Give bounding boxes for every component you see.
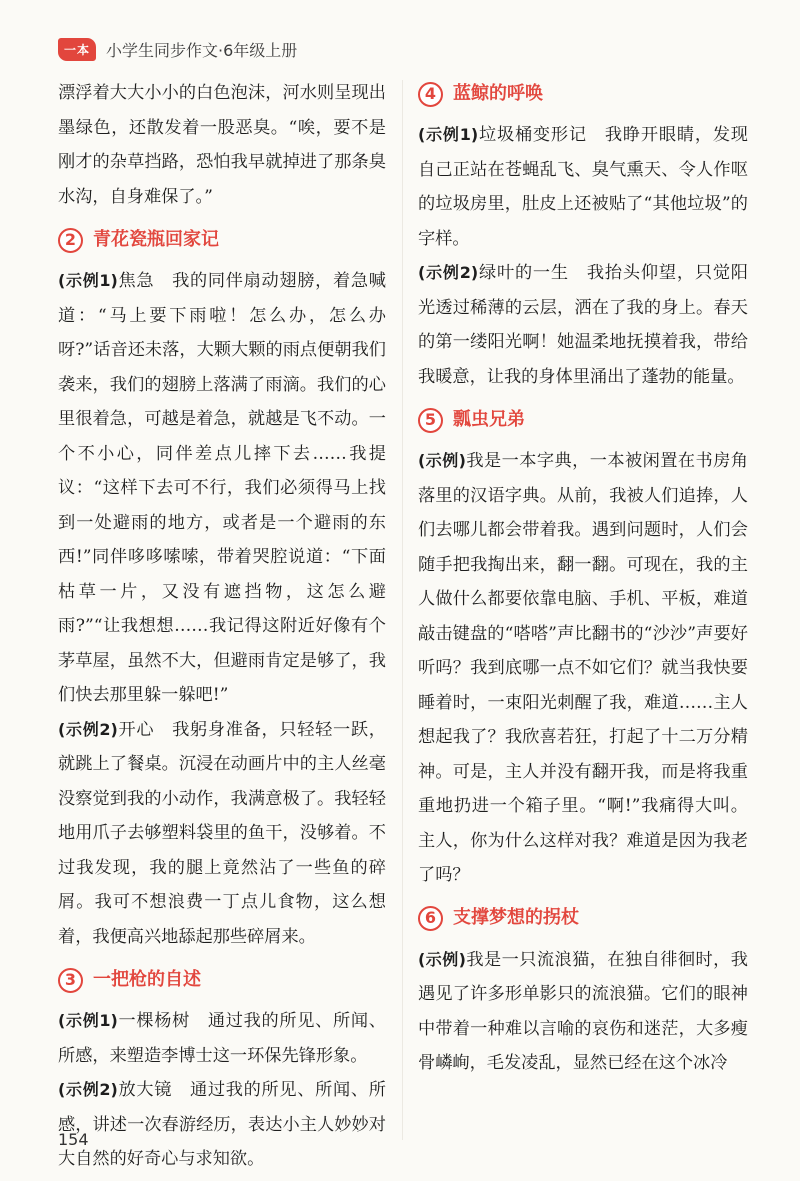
page-header — [58, 38, 297, 61]
intro-paragraph: 漂浮着大大小小的白色泡沫，河水则呈现出墨绿色，还散发着一股恶臭。“唉，要不是刚才的杂草挡路，恐怕我早就掉进了那条臭水沟，自身难保了。” — [58, 83, 386, 207]
example-text: 一棵杨树 通过我的所见、所闻、所感，来塑造李博士这一环保先锋形象。 — [58, 1011, 386, 1066]
example-tag: (示例) — [418, 949, 466, 969]
example-text: 绿叶的一生 我抬头仰望，只觉阳光透过稀薄的云层，洒在了我的身上。春天的第一缕阳光啊！她温柔地抚摸着我，带给我暖意，让我的身体里涌出了蓬勃的能量。 — [418, 263, 748, 387]
section-title: 瓢虫兄弟 — [453, 408, 525, 430]
right-column — [418, 76, 748, 1081]
example-paragraph — [58, 264, 386, 713]
section-heading-5 — [418, 402, 748, 438]
column-divider — [402, 80, 403, 1140]
example-text: 放大镜 通过我的所见、所闻、所感，讲述一次春游经历，表达小主人妙妙对大自然的好奇心与求知欲。 — [58, 1080, 386, 1169]
example-paragraph — [58, 713, 386, 955]
brand-logo: 一本 — [58, 38, 96, 61]
section-title: 青花瓷瓶回家记 — [93, 228, 219, 250]
example-paragraph — [418, 943, 748, 1081]
left-column — [58, 76, 386, 1177]
section-title: 支撑梦想的拐杖 — [453, 907, 579, 929]
example-paragraph — [58, 1073, 386, 1177]
example-tag: (示例2) — [418, 263, 479, 282]
example-tag: (示例) — [418, 451, 466, 470]
section-number-badge: 4 — [418, 82, 443, 107]
example-tag: (示例2) — [58, 1080, 118, 1099]
section-heading-6 — [418, 901, 748, 937]
example-paragraph — [418, 444, 748, 893]
example-text: 开心 我躬身准备，只轻轻一跃，就跳上了餐桌。沉浸在动画片中的主人丝毫没察觉到我的小动作，我满意极了。我轻轻地用爪子去够塑料袋里的鱼干，没够着。不过我发现，我的腿上竟然沾了一些鱼的碎屑。我可不想浪费一丁点儿食物，这么想着，我便高兴地舔起那些碎屑来。 — [58, 719, 386, 947]
example-paragraph — [58, 1004, 386, 1073]
section-title: 一把枪的自述 — [93, 968, 201, 990]
example-paragraph — [418, 256, 748, 394]
example-text: 我是一只流浪猫，在独自徘徊时，我遇见了许多形单影只的流浪猫。它们的眼神中带着一种难以言喻的哀伤和迷茫，大多瘦骨嶙峋，毛发凌乱，显然已经在这个冰冷 — [418, 949, 748, 1073]
section-number-badge: 6 — [418, 906, 443, 931]
example-text: 垃圾桶变形记 我睁开眼睛，发现自己正站在苍蝇乱飞、臭气熏天、令人作呕的垃圾房里，肚皮上还被贴了“其他垃圾”的字样。 — [418, 125, 748, 249]
example-paragraph — [418, 118, 748, 256]
example-tag: (示例2) — [58, 719, 118, 739]
book-title: 小学生同步作文·6年级上册 — [106, 41, 298, 60]
example-tag: (示例1) — [58, 271, 118, 290]
example-tag: (示例1) — [418, 125, 479, 144]
page-number: 154 — [58, 1130, 89, 1149]
example-tag: (示例1) — [58, 1011, 118, 1030]
section-heading-4 — [418, 76, 748, 112]
example-text: 焦急 我的同伴扇动翅膀，着急喊道：“马上要下雨啦！怎么办，怎么办呀?”话音还未落，大颗大颗的雨点便朝我们袭来，我们的翅膀上落满了雨滴。我们的心里很着急，可越是着急，就越是飞不动。一个不小心，同伴差点儿摔下去……我提议：“这样下去可不行，我们必须得马上找到一处避雨的地方，或者是一个避雨的东西!”同伴哆哆嗦嗦，带着哭腔说道：“下面枯草一片，又没有遮挡物，这怎么避雨?”“让我想想……我记得这附近好像有个茅草屋，虽然不大，但避雨肯定是够了，我们快去那里躲一躲吧!” — [58, 271, 386, 705]
example-text: 我是一本字典，一本被闲置在书房角落里的汉语字典。从前，我被人们追捧，人们去哪儿都会带着我。遇到问题时，人们会随手把我掏出来，翻一翻。可现在，我的主人做什么都要依靠电脑、手机、平板，难道敲击键盘的“嗒嗒”声比翻书的“沙沙”声要好听吗？我到底哪一点不如它们？就当我快要睡着时，一束阳光刺醒了我，难道……主人想起我了？我欣喜若狂，打起了十二万分精神。可是，主人并没有翻开我，而是将我重重地扔进一个箱子里。“啊!”我痛得大叫。主人，你为什么这样对我？难道是因为我老了吗？ — [418, 451, 748, 885]
section-number-badge: 3 — [58, 968, 83, 993]
section-number-badge: 2 — [58, 228, 83, 253]
section-heading-3 — [58, 962, 386, 998]
section-title: 蓝鲸的呼唤 — [453, 82, 543, 104]
section-heading-2 — [58, 222, 386, 258]
section-number-badge: 5 — [418, 408, 443, 433]
